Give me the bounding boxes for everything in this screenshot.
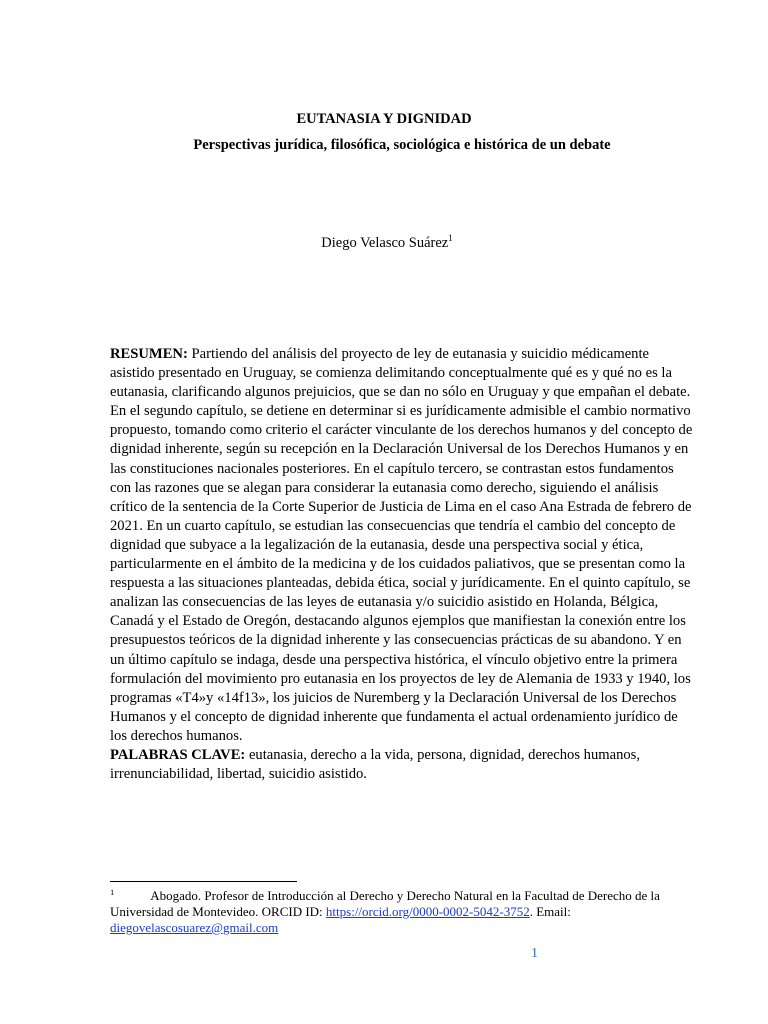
footnote	[110, 888, 670, 936]
email-link[interactable]: diegovelascosuarez@gmail.com	[110, 920, 279, 935]
orcid-link[interactable]: https://orcid.org/0000-0002-5042-3752	[325, 904, 530, 919]
page-number: 1	[531, 946, 538, 961]
keywords-paragraph	[110, 746, 694, 784]
document-subtitle: Perspectivas jurídica, filosófica, sociológica e histórica de un debate	[193, 137, 611, 153]
footnote-separator	[110, 881, 297, 882]
keywords-label: PALABRAS CLAVE:	[110, 746, 246, 763]
footnote-text: Abogado. Profesor de Introducción al Derecho y Derecho Natural en la Facultad de Derecho de la Universidad de Montevideo. ORCID ID:	[110, 888, 660, 919]
footnote-email-prefix: . Email:	[529, 904, 571, 919]
document-title: EUTANASIA Y DIGNIDAD	[296, 111, 472, 127]
abstract-paragraph	[110, 345, 694, 746]
keywords-text: eutanasia, derecho a la vida, persona, dignidad, derechos humanos, irrenunciabilidad, libertad, suicidio asistido.	[110, 746, 640, 783]
footnote-number: 1	[110, 887, 115, 897]
abstract-block	[110, 345, 694, 784]
author-name: Diego Velasco Suárez	[321, 235, 449, 251]
abstract-text: Partiendo del análisis del proyecto de ley de eutanasia y suicidio médicamente asistido presentado en Uruguay, se comienza delimitando conceptualmente qué es y qué no es la eutanasia, clarificando algunos prejuicios, que se dan no sólo en Uruguay y que empañan el debate. En el segundo capítulo, se detiene en determinar si es jurídicamente admisible el cambio normativo propuesto, tomando como criterio el carácter vinculante de los derechos humanos y del concepto de dignidad inherente, según su recepción en la Declaración Universal de los Derechos Humanos y en las constituciones nacionales posteriores. En el capítulo tercero, se contrastan estos fundamentos con las razones que se alegan para considerar la eutanasia como derecho, siguiendo el análisis crítico de la sentencia de la Corte Superior de Justicia de Lima en el caso Ana Estrada de febrero de 2021. En un cuarto capítulo, se estudian las consecuencias que tendría el cambio del concepto de dignidad que subyace a la legalización de la eutanasia, desde una perspectiva social y ética, particularmente en el ámbito de la medicina y de los cuidados paliativos, que se presentan como la respuesta a las situaciones planteadas, debida ética, social y jurídicamente. En el quinto capítulo, se analizan las consecuencias de las leyes de eutanasia y/o suicidio asistido en Holanda, Bélgica, Canadá y el Estado de Oregón, destacando algunos ejemplos que manifiestan la conexión entre los presupuestos teóricos de la dignidad inherente y las consecuencias prácticas de su abandono. Y en un último capítulo se indaga, desde una perspectiva histórica, el vínculo objetivo entre la primera formulación del movimiento pro eutanasia en los proyectos de ley de Alemania de 1933 y 1940, los programas «T4»y «14f13», los juicios de Nuremberg y la Declaración Universal de los Derechos Humanos y el concepto de dignidad inherente que fundamenta el actual ordenamiento jurídico de los derechos humanos.	[110, 346, 693, 744]
abstract-label: RESUMEN:	[110, 346, 188, 362]
author-footnote-mark[interactable]: 1	[448, 233, 453, 243]
author-line	[0, 233, 768, 253]
